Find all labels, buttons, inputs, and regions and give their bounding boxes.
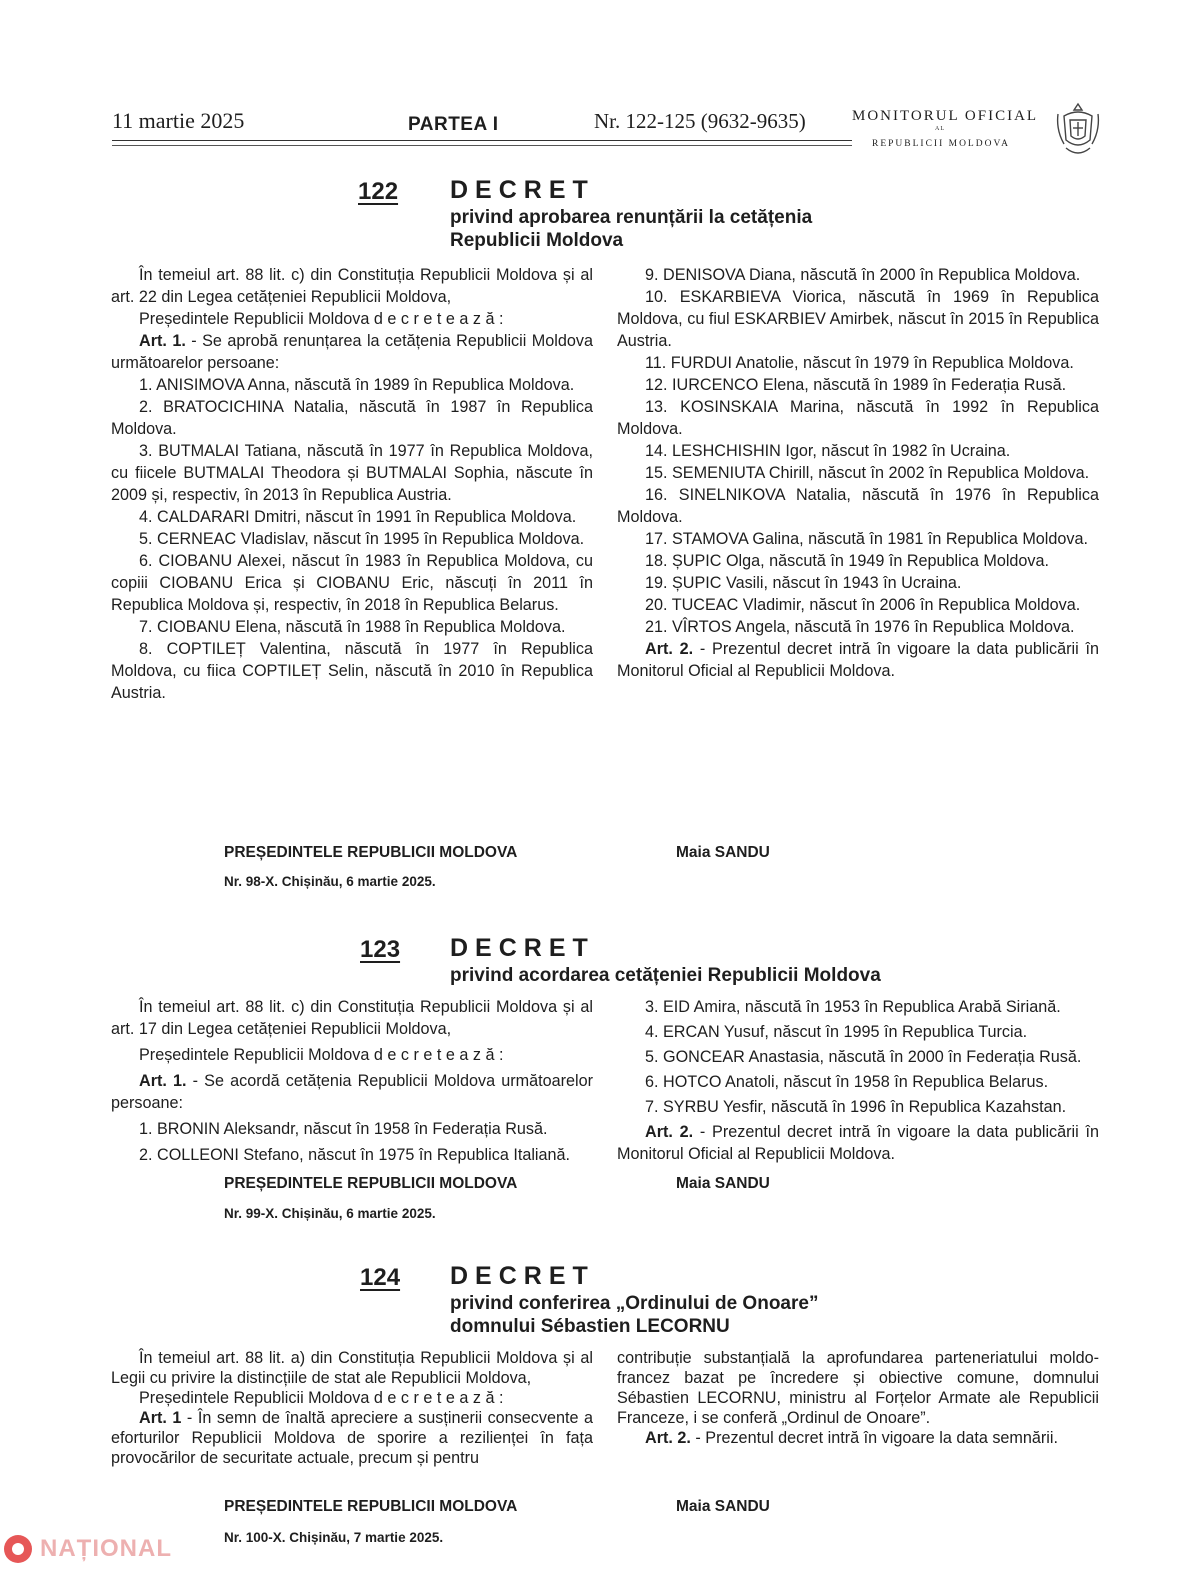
list-item: 4. ERCAN Yusuf, născut în 1995 în Republica Turcia.	[645, 1023, 1028, 1041]
list-item: 21. VÎRTOS Angela, născută în 1976 în Republica Moldova.	[645, 618, 1075, 636]
list-item: 11. FURDUI Anatolie, născut în 1979 în Republica Moldova.	[645, 354, 1074, 372]
header-rule-thin	[112, 145, 852, 146]
decree-reference: Nr. 99-X. Chișinău, 6 martie 2025.	[224, 1206, 436, 1221]
signer-name: Maia SANDU	[676, 844, 770, 861]
article-1-continued: contribuție substanțială la aprofundarea parteneriatului moldo-francez bazat pe încredere și obiective comune, domnului Sébastien LECORNU, ministru al Forțelor Armate ale Republicii Franceze, i se conferă „Ordinul de Onoare”.	[617, 1349, 1099, 1427]
list-item: 14. LESHCHISHIN Igor, născut în 1982 în Ucraina.	[645, 442, 1011, 460]
president-decrees: Președintele Republicii Moldova decretează:	[139, 1046, 508, 1064]
list-item: 15. SEMENIUTA Chirill, născut în 2002 în Republica Moldova.	[645, 464, 1090, 482]
list-item: 8. COPTILEȚ Valentina, născută în 1977 în Republica Moldova, cu fiica COPTILEȚ Selin, născută în 2010 în Republica Austria.	[111, 640, 593, 702]
list-item: 6. CIOBANU Alexei, născut în 1983 în Republica Moldova, cu copiii CIOBANU Erica și CIOBANU Eric, născuți în 2011 în Republica Moldova și, respectiv, în 2018 în Republica Belarus.	[111, 552, 593, 614]
decree-reference: Nr. 100-X. Chișinău, 7 martie 2025.	[224, 1530, 444, 1545]
preamble: În temeiul art. 88 lit. c) din Constituția Republicii Moldova și al art. 17 din Legea cetățeniei Republicii Moldova,	[111, 998, 593, 1038]
list-item: 9. DENISOVA Diana, născută în 2000 în Republica Moldova.	[645, 266, 1081, 284]
part-label: PARTEA I	[408, 114, 499, 135]
decree-number: 122	[358, 178, 399, 205]
list-item: 16. SINELNIKOVA Natalia, născută în 1976 în Republica Moldova.	[617, 486, 1099, 526]
president-decrees: Președintele Republicii Moldova decretează:	[139, 310, 508, 328]
president-decrees: Președintele Republicii Moldova decretează:	[139, 1389, 508, 1407]
decree-number: 123	[360, 936, 401, 963]
list-item: 10. ESKARBIEVA Viorica, născută în 1969 în Republica Moldova, cu fiul ESKARBIEV Amirbek, născut în 2015 în Republica Austria.	[617, 288, 1099, 350]
article-1: Art. 1 - În semn de înaltă apreciere a susținerii consecvente a eforturilor Republicii Moldova de sporire a rezilienței în fața provocărilor de securitate actuale, precum și pentru	[111, 1409, 593, 1467]
decree-heading: DECRET	[450, 176, 595, 204]
decree-heading: DECRET	[450, 934, 595, 962]
decree-number: 124	[360, 1264, 401, 1291]
decree-heading: DECRET	[450, 1262, 595, 1290]
publication-title-country: REPUBLICII MOLDOVA	[872, 139, 1010, 149]
decree-124-left-column	[111, 1348, 593, 1468]
list-item: 4. CALDARARI Dmitri, născut în 1991 în Republica Moldova.	[139, 508, 577, 526]
list-item: 12. IURCENCO Elena, născută în 1989 în Federația Rusă.	[645, 376, 1067, 394]
list-item: 18. ȘUPIC Olga, născută în 1949 în Republica Moldova.	[645, 552, 1050, 570]
signer-name: Maia SANDU	[676, 1175, 770, 1192]
article-2: Art. 2. - Prezentul decret intră în vigoare la data semnării.	[645, 1429, 1058, 1447]
signer-name: Maia SANDU	[676, 1498, 770, 1515]
signer-title: PREȘEDINTELE REPUBLICII MOLDOVA	[224, 844, 518, 861]
header-rule	[112, 140, 852, 141]
decree-subtitle: privind conferirea „Ordinului de Onoare” domnului Sébastien LECORNU	[450, 1293, 819, 1337]
list-item: 1. BRONIN Aleksandr, născut în 1958 în Federația Rusă.	[139, 1120, 548, 1138]
publication-title-al: AL	[935, 126, 945, 132]
list-item: 2. BRATOCICHINA Natalia, născută în 1987 în Republica Moldova.	[111, 398, 593, 438]
article-1: Art. 1. - Se aprobă renunțarea la cetățenia Republicii Moldova următoarelor persoane:	[111, 332, 593, 372]
watermark	[0, 1532, 220, 1566]
signer-title: PREȘEDINTELE REPUBLICII MOLDOVA	[224, 1498, 518, 1515]
article-2: Art. 2. - Prezentul decret intră în vigoare la data publicării în Monitorul Oficial al Republicii Moldova.	[617, 640, 1099, 680]
page-header	[112, 104, 1118, 160]
decree-122-right-column	[617, 264, 1099, 682]
list-item: 2. COLLEONI Stefano, născut în 1975 în Republica Italiană.	[139, 1146, 571, 1164]
preamble: În temeiul art. 88 lit. a) din Constituția Republicii Moldova și al Legii cu privire la distincțiile de stat ale Republicii Moldova,	[111, 1349, 593, 1387]
issue-number: Nr. 122-125 (9632-9635)	[594, 109, 806, 133]
list-item: 6. HOTCO Anatoli, născut în 1958 în Republica Belarus.	[645, 1073, 1049, 1091]
decree-122-left-column	[111, 264, 593, 704]
list-item: 20. TUCEAC Vladimir, născut în 2006 în Republica Moldova.	[645, 596, 1081, 614]
issue-date: 11 martie 2025	[112, 108, 245, 133]
list-item: 3. EID Amira, născută în 1953 în Republica Arabă Siriană.	[645, 998, 1061, 1016]
publication-title: MONITORUL OFICIAL	[852, 108, 1039, 124]
decree-subtitle: privind aprobarea renunțării la cetățenia Republicii Moldova	[450, 207, 813, 251]
article-1: Art. 1. - Se acordă cetățenia Republicii Moldova următoarelor persoane:	[111, 1072, 593, 1112]
decree-123-right-column	[617, 996, 1099, 1165]
watermark-text: NAȚIONAL	[40, 1535, 172, 1562]
list-item: 7. CIOBANU Elena, născută în 1988 în Republica Moldova.	[139, 618, 566, 636]
list-item: 1. ANISIMOVA Anna, născută în 1989 în Republica Moldova.	[139, 376, 575, 394]
national-logo-icon	[4, 1535, 32, 1563]
coat-of-arms-icon	[1054, 100, 1102, 162]
decree-124-right-column	[617, 1348, 1099, 1448]
signer-title: PREȘEDINTELE REPUBLICII MOLDOVA	[224, 1175, 518, 1192]
list-item: 17. STAMOVA Galina, născută în 1981 în Republica Moldova.	[645, 530, 1089, 548]
list-item: 7. SYRBU Yesfir, născută în 1996 în Republica Kazahstan.	[645, 1098, 1067, 1116]
article-2: Art. 2. - Prezentul decret intră în vigoare la data publicării în Monitorul Oficial al Republicii Moldova.	[617, 1123, 1099, 1163]
preamble: În temeiul art. 88 lit. c) din Constituția Republicii Moldova și al art. 22 din Legea cetățeniei Republicii Moldova,	[111, 266, 593, 306]
decree-reference: Nr. 98-X. Chișinău, 6 martie 2025.	[224, 874, 436, 889]
decree-123-left-column	[111, 996, 593, 1166]
list-item: 19. ȘUPIC Vasili, născut în 1943 în Ucraina.	[645, 574, 962, 592]
list-item: 3. BUTMALAI Tatiana, născută în 1977 în Republica Moldova, cu fiicele BUTMALAI Theodora și BUTMALAI Sophia, născute în 2009 și, respectiv, în 2013 în Republica Austria.	[111, 442, 593, 504]
list-item: 5. GONCEAR Anastasia, născută în 2000 în Federația Rusă.	[645, 1048, 1082, 1066]
list-item: 5. CERNEAC Vladislav, născut în 1995 în Republica Moldova.	[139, 530, 585, 548]
decree-subtitle: privind acordarea cetățeniei Republicii Moldova	[450, 965, 881, 986]
list-item: 13. KOSINSKAIA Marina, născută în 1992 în Republica Moldova.	[617, 398, 1099, 438]
